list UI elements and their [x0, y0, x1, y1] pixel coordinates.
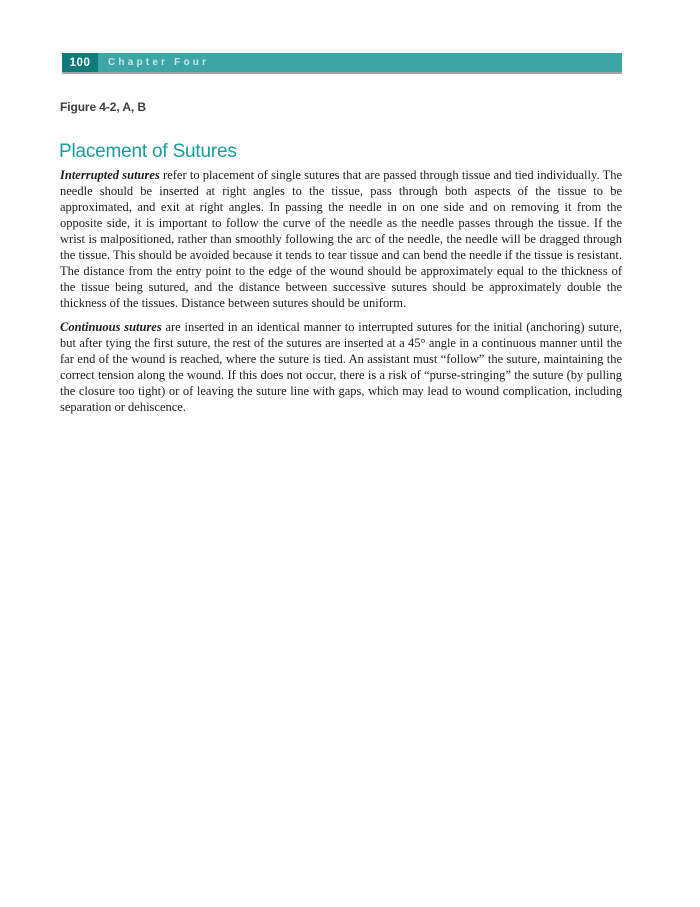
- paragraph-interrupted-sutures-text: refer to placement of single sutures that are passed through tissue and tied individually. The needle should be inserted at right angles to the tissue, pass through both aspects of the tissue to be approximated, and exit at right angles. In passing the needle in on one side and on removing it from the opposite side, it is important to follow the curve of the needle as the needle passes through the tissue. If the wrist is malpositioned, rather than smoothly following the arc of the needle, the needle will be dragged through the tissue. This should be avoided because it tends to tear tissue and can bend the needle if the tissue is resistant. The distance from the entry point to the edge of the wound should be approximately equal to the thickness of the tissue being sutured, and the distance between successive sutures should be approximately double the thickness of the tissues. Distance between sutures should be uniform.: [60, 168, 623, 310]
- paragraph-continuous-sutures-text: are inserted in an identical manner to interrupted sutures for the initial (anchoring) suture, but after tying the first suture, the rest of the sutures are inserted at a 45° angle in a continuous manner until the far end of the wound is reached, where the suture is tied. An assistant must “follow” the suture, maintaining the correct tension along the wound. If this does not occur, there is a risk of “purse-stringing” the suture (by pulling the closure too tight) or of leaving the suture line with gaps, which may lead to wound complication, including separation or dehiscence.: [60, 320, 622, 414]
- term-interrupted-sutures: Interrupted sutures: [60, 168, 160, 182]
- paragraph-interrupted-sutures: [60, 167, 622, 311]
- paragraph-continuous-sutures: [60, 319, 622, 415]
- term-continuous-sutures: Continuous sutures: [60, 320, 162, 334]
- chapter-header-bar: [62, 53, 622, 72]
- page-number: 100: [62, 53, 98, 72]
- figure-caption: Figure 4-2, A, B: [60, 100, 146, 114]
- chapter-title: Chapter Four: [108, 57, 210, 68]
- section-title: Placement of Sutures: [59, 141, 237, 162]
- body-text-column: [60, 167, 622, 423]
